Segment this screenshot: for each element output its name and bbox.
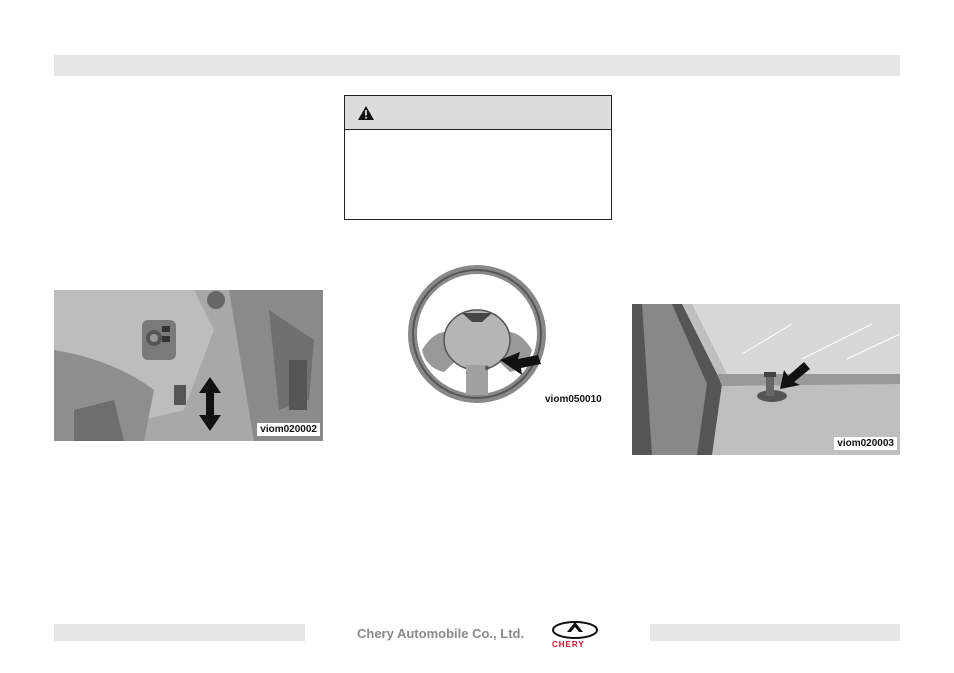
figure-door-lock — [632, 304, 900, 455]
figure-steering-wheel — [404, 260, 614, 410]
footer-band-right — [650, 624, 900, 641]
company-name: Chery Automobile Co., Ltd. — [357, 626, 525, 641]
warning-header — [345, 96, 611, 130]
figure-pedal-adjust — [54, 290, 323, 441]
brand-wordmark: CHERY — [552, 640, 585, 649]
header-band — [54, 55, 900, 76]
footer-band-left — [54, 624, 305, 641]
steering-wheel-illustration — [404, 260, 614, 410]
door-lock-illustration — [632, 304, 900, 455]
figure-caption: viom020002 — [257, 423, 320, 436]
figure-caption: viom050010 — [542, 393, 605, 406]
pedal-adjust-illustration — [54, 290, 323, 441]
warning-triangle-icon — [357, 105, 375, 121]
figure-caption: viom020003 — [834, 437, 897, 450]
warning-box — [344, 95, 612, 220]
